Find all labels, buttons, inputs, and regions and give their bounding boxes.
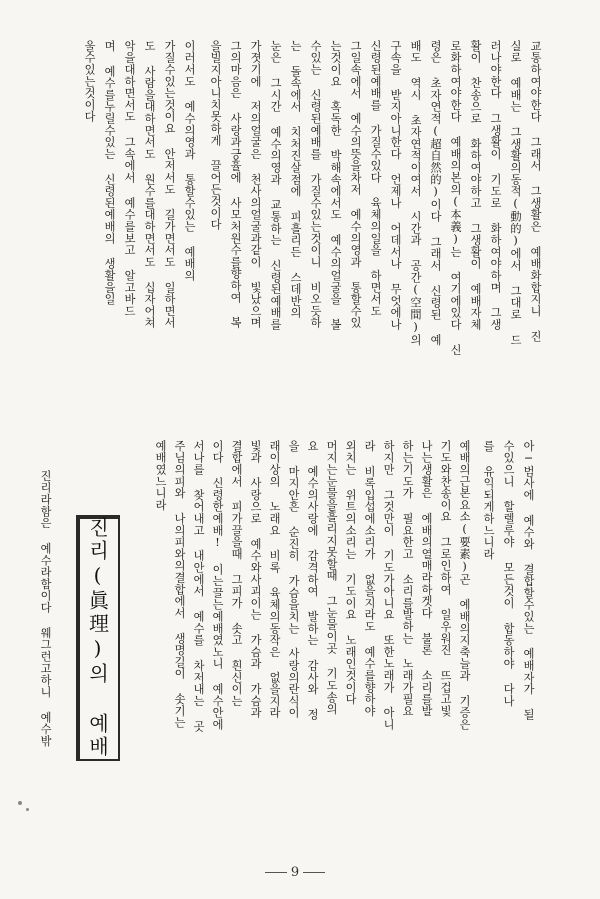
upper-column-18: 이러서도 예수의영과 통할수있는 예배의 [183,40,196,282]
lower-column-3: 를 유익되게하느니라 [482,440,495,560]
upper-column-23: 울수있는것이다 [83,40,96,123]
upper-column-12: 수있는 신령된예배를 가질수있는것이니 비오듯하 [309,40,322,329]
lower-column-11: 머지는눈물을흘리지못할때 그눈물이곳 기도송의 [325,440,338,715]
upper-column-21: 악을대하면서도 그속에서 예수를보고 알고바드 [123,40,136,317]
upper-column-10: 그일속에서 예수의뜻을차저 예수의영과 통할수있 [349,40,362,329]
lower-column-7: 하는기도가 필요한고 소리를발하는 노래가필요 [401,440,414,717]
lower-column-14: 래이상의 노래요 비록 육체의동작은 없을지라 [268,440,281,719]
lower-column-18: 서나를 찾어내고 내안에서 예수를 차저내는 곳 [192,440,205,733]
lower-column-20: 예배였느니라 [154,440,167,511]
upper-column-17: 을빌지아니치못하게 끌어든것이다 [209,40,222,231]
upper-column-3: 러나야한다 그생활이 기도로 화하여야하며 그생 [489,40,502,331]
lower-column-12: 요 예수의사랑에 감격하여 발하는 감사와 정 [306,440,319,721]
upper-column-22: 며 예수를누릴수있는 신령된예배의 생활을일 [103,40,116,305]
page-number [250,862,340,882]
lower-column-17: 이다 신령한예배! 이는끌는예배였노니 예수안에 [211,440,224,731]
upper-column-19: 가질수있는것이요 안저서도 길가면서도 일하면서 [163,40,176,329]
upper-column-20: 도 사람을대하면서도 원수를대하면서도 십자어쳐 [143,40,156,329]
lower-column-9: 라 비록입섭에소리가 없을지라도 예수를향하야 [363,440,376,717]
bottom-column-1: 진리라함은 예수라함이다 웨그런고하니 예수밖 [39,470,52,747]
lower-column-15: 빛과 사랑으로 예수와사괴이는 가슴과 가슴과 [249,440,262,719]
lower-column-19: 주님의피와 나의피와의결합에서 생명길이 솟기는 [173,440,186,729]
upper-column-14: 눈은 그시간 예수의영과 교통하는 신령된예배를 [269,40,282,331]
upper-column-16: 그의마음은 사랑과긍휼에 사모처원수를향하여 복 [229,40,242,329]
lower-column-4: 예배의근본요소(要素)곤 예배의지축늘과 기증은 [458,440,471,731]
upper-column-15: 가졋기에 저의얼굴은 천사의얼굴과같이 빛났으며 [249,40,262,329]
upper-column-4: 활이 찬송으로 화하여야하고 그생활이 예배자체 [469,40,482,331]
section-title: 진리(眞理)의 예배 [85,517,110,759]
section-title-box [76,515,120,761]
upper-column-9: 신령된예배를 가질수있다 육체의일을 하면서도 [369,40,382,317]
lower-column-2: 수있으니 할렐루야 모든것이 합동하야 다나 [502,440,515,707]
upper-column-7: 배도 역시 초자연적이여서 시간과 공간(空間)의 [409,40,422,346]
lower-column-5: 기도와찬송이요 그로인하여 일우워진 뜨겁고빛 [439,440,452,717]
upper-column-8: 구속을 받지아니한다 언제나 어데서나 무엇에나 [389,40,402,331]
upper-column-6: 령은 초자연적(超自然的)이다 그래서 신령된 예 [429,40,442,346]
upper-column-13: 는 돌속에서 치처진살점에 피흘리든 스데반의 [289,40,302,319]
lower-column-6: 나는생활은 예배의열매라하겟다 불론 소리를발 [420,440,433,717]
upper-column-11: 는것이요 혹독한 박해속에서도 예수의얼굴을 볼 [329,40,342,331]
lower-column-13: 을 마지안흔 순진히 가슴을치는 사랑의란식이 [287,440,300,719]
lower-column-8: 하지만 그것만이 기도가아니요 또한노래가 아니 [382,440,395,731]
upper-column-2: 실로 예배는 그생활의동적(動的)에서 그대로 드 [509,40,522,346]
lower-column-1: 아─범사에 예수와 결합할수있는 예배자가 될 [522,440,535,721]
upper-column-1: 교통하여야한다 그래서 그생활은 예배화합지니 진 [529,40,542,343]
lower-column-10: 외치는 위트의소리는 기도이요 노래인것이다 [344,440,357,705]
upper-column-5: 로화하여야한다 예배의본의(本義)는 여기에있다 신 [449,40,462,356]
page-number-value: 9 [290,864,300,880]
print-speck [18,801,22,805]
print-speck [26,808,29,811]
lower-column-16: 결합에서 피가끌을때 그피가 솟고 흰신이는 [230,440,243,707]
